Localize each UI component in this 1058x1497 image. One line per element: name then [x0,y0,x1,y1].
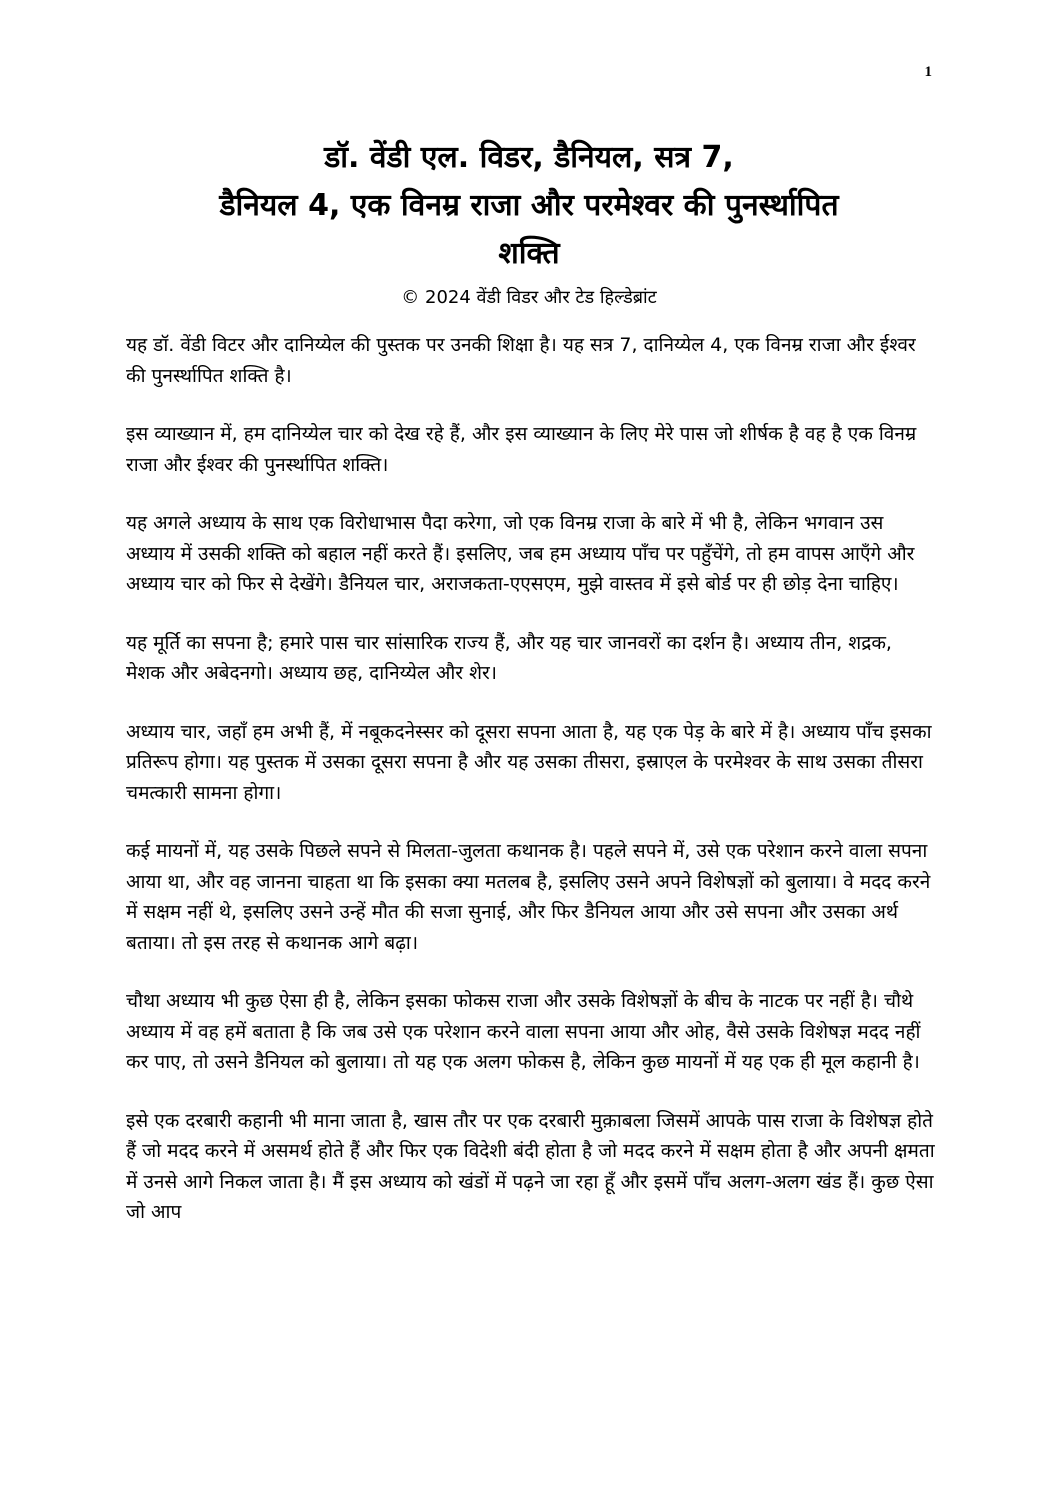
page-title-line-2: डैनियल 4, एक विनम्र राजा और परमेश्वर की पुनर्स्थापित [219,188,839,223]
copyright-line: © 2024 वेंडी विडर और टेड हिल्डेब्रांट [401,287,657,308]
title-block [100,134,958,312]
page-title-line-1: डॉ. वेंडी एल. विडर, डैनियल, सत्र 7, [324,140,734,175]
paragraph: यह मूर्ति का सपना है; हमारे पास चार सांसारिक राज्य हैं, और यह चार जानवरों का दर्शन है। अध्याय तीन, शद्रक, मेशक और अबेदनगो। अध्याय छह, दानिय्येल और शेर। [126,631,892,684]
paragraph: इसे एक दरबारी कहानी भी माना जाता है, खास तौर पर एक दरबारी मुक़ाबला जिसमें आपके पास राजा के विशेषज्ञ होते हैं जो मदद करने में असमर्थ होते हैं और फिर एक विदेशी बंदी होता है जो मदद करने में सक्षम होता है और अपनी क्षमता में उनसे आगे निकल जाता है। मैं इस अध्याय को खंडों में पढ़ने जा रहा हूँ और इसमें पाँच अलग-अलग खंड हैं। कुछ ऐसा जो आप [126,1109,935,1223]
paragraph: यह डॉ. वेंडी विटर और दानिय्येल की पुस्तक पर उनकी शिक्षा है। यह सत्र 7, दानिय्येल 4, एक विनम्र राजा और ईश्वर की पुनर्स्थापित शक्ति है। [126,334,916,387]
paragraph: अध्याय चार, जहाँ हम अभी हैं, में नबूकदनेस्सर को दूसरा सपना आता है, यह एक पेड़ के बारे में है। अध्याय पाँच इसका प्रतिरूप होगा। यह पुस्तक में उसका दूसरा सपना है और यह उसका तीसरा, इस्राएल के परमेश्वर के साथ उसका तीसरा चमत्कारी सामना होगा। [126,720,932,804]
paragraph: कई मायनों में, यह उसके पिछले सपने से मिलता-जुलता कथानक है। पहले सपने में, उसे एक परेशान करने वाला सपना आया था, और वह जानना चाहता था कि इसका क्या मतलब है, इसलिए उसने अपने विशेषज्ञों को बुलाया। वे मदद करने में सक्षम नहीं थे, इसलिए उसने उन्हें मौत की सजा सुनाई, और फिर डैनियल आया और उसे सपना और उसका अर्थ बताया। तो इस तरह से कथानक आगे बढ़ा। [126,840,931,954]
page-title-line-3: शक्ति [498,236,560,271]
paragraph: चौथा अध्याय भी कुछ ऐसा ही है, लेकिन इसका फोकस राजा और उसके विशेषज्ञों के बीच के नाटक पर नहीं है। चौथे अध्याय में वह हमें बताता है कि जब उसे एक परेशान करने वाला सपना आया और ओह, वैसे उसके विशेषज्ञ मदद नहीं कर पाए, तो उसने डैनियल को बुलाया। तो यह एक अलग फोकस है, लेकिन कुछ मायनों में यह एक ही मूल कहानी है। [126,990,921,1073]
page-number: 1 [924,64,932,80]
body-text [126,330,936,1256]
paragraph: इस व्याख्यान में, हम दानिय्येल चार को देख रहे हैं, और इस व्याख्यान के लिए मेरे पास जो शीर्षक है वह है एक विनम्र राजा और ईश्वर की पुनर्स्थापित शक्ति। [126,423,917,476]
paragraph: यह अगले अध्याय के साथ एक विरोधाभास पैदा करेगा, जो एक विनम्र राजा के बारे में भी है, लेकिन भगवान उस अध्याय में उसकी शक्ति को बहाल नहीं करते हैं। इसलिए, जब हम अध्याय पाँच पर पहुँचेंगे, तो हम वापस आएँगे और अध्याय चार को फिर से देखेंगे। डैनियल चार, अराजकता-एएसएम, मुझे वास्तव में इसे बोर्ड पर ही छोड़ देना चाहिए। [126,512,915,595]
